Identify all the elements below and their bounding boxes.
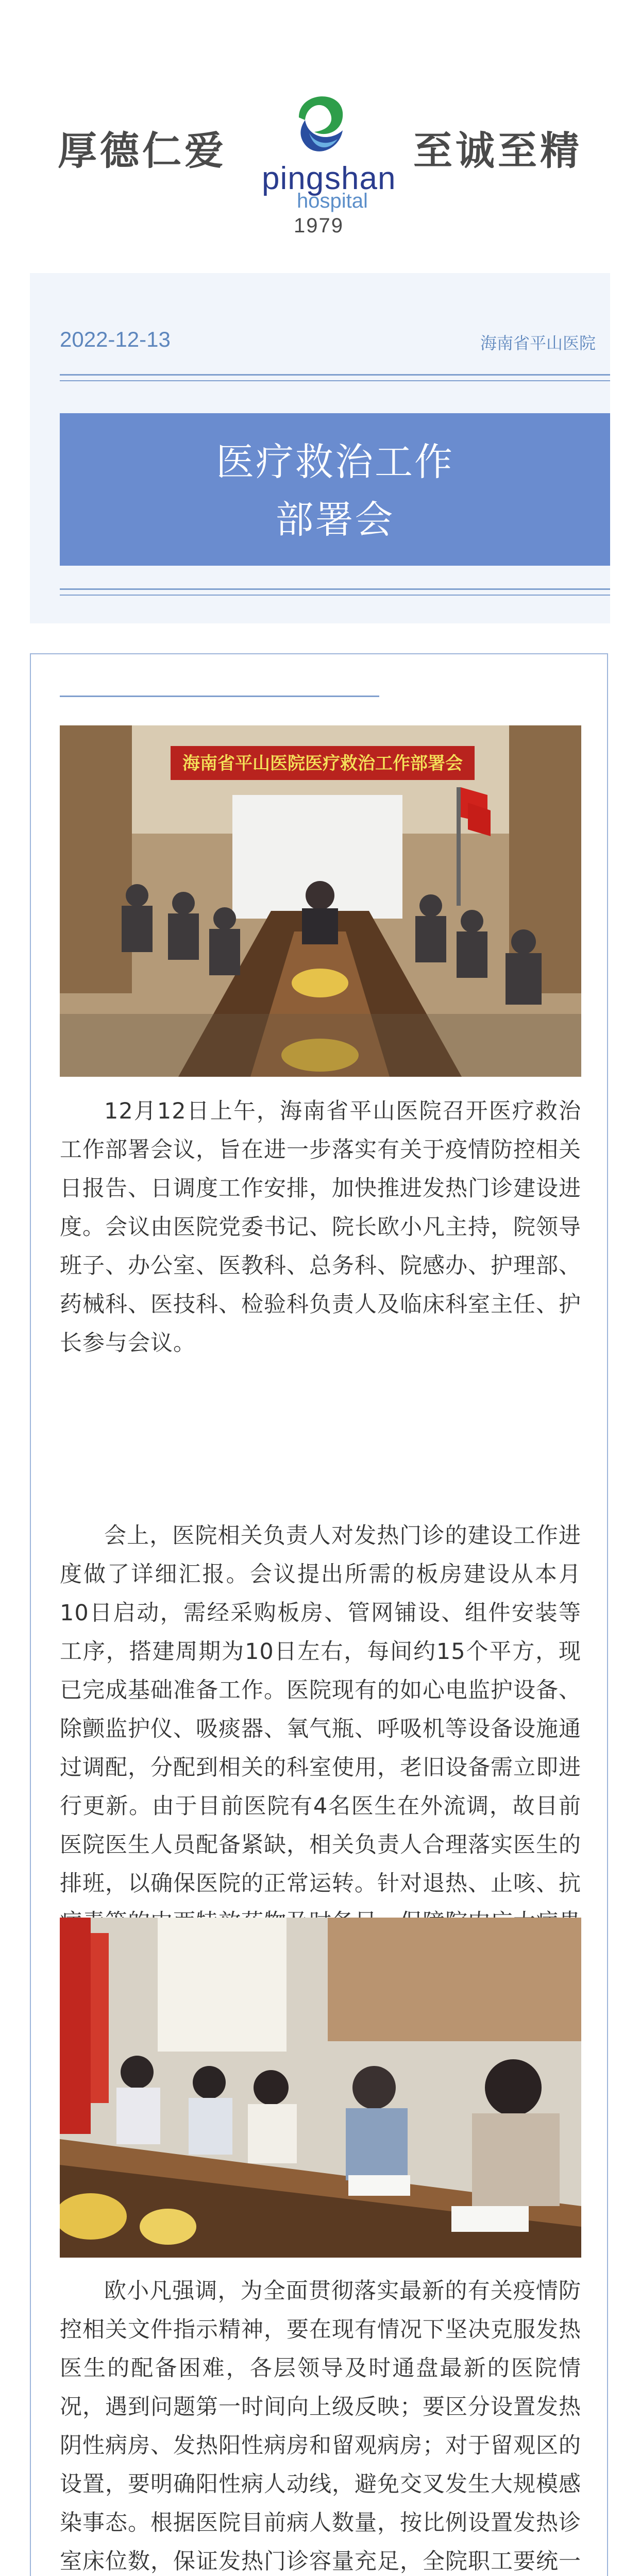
article-paragraph: 12月12日上午，海南省平山医院召开医疗救治工作部署会议，旨在进一步落实有关于疫情防控相关日报告、日调度工作安排，加快推进发热门诊建设进度。会议由医院党委书记、院长欧小凡主持，院领导班子、办公室、医教科、总务科、院感办、护理部、药械科、医技科、检验科负责人及临床科室主任、护长参与会议。	[60, 1098, 581, 1356]
logo-year: 1979	[294, 214, 344, 237]
publish-date: 2022-12-13	[60, 327, 171, 351]
title-banner	[60, 413, 610, 566]
hospital-name: 海南省平山医院	[480, 333, 596, 353]
logo-word-ping: ping	[262, 161, 325, 196]
page-header	[0, 0, 640, 258]
logo-word-shan: shan	[325, 161, 396, 196]
article-body	[30, 653, 608, 2576]
divider-top-1	[60, 374, 610, 376]
divider-bottom-1	[60, 588, 610, 590]
accent-rule	[60, 696, 379, 697]
meeting-photo-1	[60, 725, 581, 1077]
divider-top-2	[60, 380, 610, 381]
motto-left: 厚德仁爱	[58, 128, 227, 174]
article-paragraph: 欧小凡强调，为全面贯彻落实最新的有关疫情防控相关文件指示精神，要在现有情况下坚决克服发热医生的配备困难，各层领导及时通盘最新的医院情况，遇到问题第一时间向上级反映；要区分设置发热阴性病房、发热阳性病房和留观病房；对于留观区的设置，要明确阳性病人动线，避免交叉发生大规模感染事态。根据医院目前病人数量，按比例设置发热诊室床位数，保证发热门诊容量充足，全院职工要统一	[60, 2278, 581, 2574]
meeting-photo-2	[60, 1918, 581, 2258]
motto-right: 至诚至精	[413, 128, 582, 174]
title-line-2: 部署会	[275, 498, 395, 542]
title-card	[30, 273, 610, 623]
divider-bottom-2	[60, 595, 610, 596]
logo-subtitle: hospital	[297, 190, 368, 212]
hospital-logo-icon	[278, 81, 361, 164]
article-paragraph: 会上，医院相关负责人对发热门诊的建设工作进度做了详细汇报。会议提出所需的板房建设从本月10日启动，需经采购板房、管网铺设、组件安装等工序，搭建周期为10日左右，每间约15个平方，现已完成基础准备工作。医院现有的如心电监护设备、除颤监护仪、吸痰器、氧气瓶、呼吸机等设备设施通过调配，分配到相关的科室使用，老旧设备需立即进行更新。由于目前医院有4名医生在外流调，故目前医院医生人员配备紧缺，相关负责人合理落实医生的排班，以确保医院的正常运转。针对退热、止咳、抗	[60, 1523, 581, 1896]
photo-banner-text: 海南省平山医院医疗救治工作部署会	[182, 753, 463, 774]
title-line-1: 医疗救治工作	[216, 440, 454, 484]
